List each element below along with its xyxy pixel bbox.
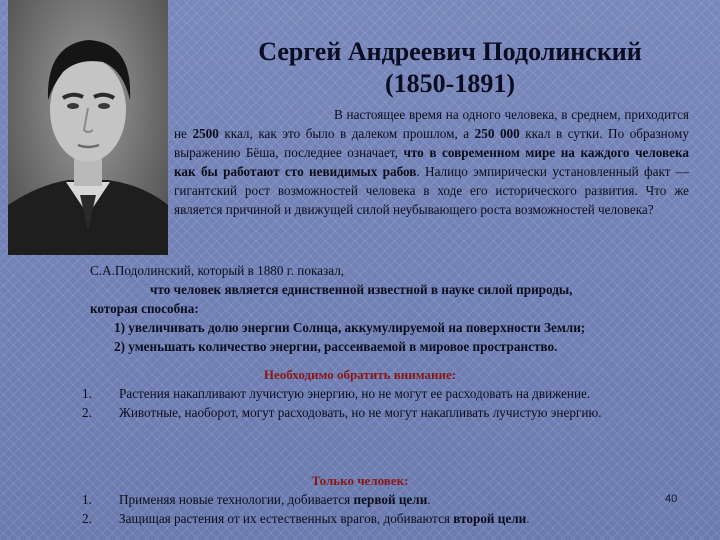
title-years: (1850-1891) <box>385 69 515 98</box>
intro-bold-2500: 2500 <box>192 126 219 141</box>
section1-heading: Необходимо обратить внимание: <box>263 367 457 382</box>
list-text-part: Применяя новые технологии, добивается <box>119 492 354 507</box>
list-text-bold: первой цели <box>353 492 428 507</box>
intro-text-1: В настоящее время на одного человека, в среднем, приходится не <box>174 107 689 141</box>
section1-list <box>82 384 677 422</box>
list-number: 2. <box>82 511 92 526</box>
list-number: 1. <box>82 386 92 401</box>
section2-heading: Только человек: <box>311 473 409 488</box>
list-text-bold: второй цели <box>453 511 527 526</box>
slide-title <box>190 36 710 100</box>
list-number: 1. <box>82 492 92 507</box>
intro-text-2: ккал, как это было в далеком прошлом, а <box>218 126 475 141</box>
list-text-end: . <box>427 492 431 507</box>
title-name: Сергей Андреевич Подолинский <box>258 37 642 66</box>
list-text-part: Защищая растения от их естественных врагов, добиваются <box>119 511 454 526</box>
statement-bold-3: которая способна: <box>90 301 199 316</box>
intro-text-3: ккал в сутки. По образному выражению Бёша, последнее означает, <box>174 126 689 160</box>
list-text: Животные, наоборот, могут расходовать, но не могут накапливать лучистую энергию. <box>119 405 602 420</box>
list-text-end: . <box>526 511 530 526</box>
statement-line-3 <box>90 299 700 318</box>
portrait-photo <box>8 0 168 255</box>
intro-text-4: . Налицо эмпирически установленный факт — гигантский рост возможностей человека в ходе его исторического развития. Что же является причиной и движущей силой неубывающего роста возможностей человека? <box>174 164 689 217</box>
statement-line-1: С.А.Подолинский, который в 1880 г. показал, <box>90 263 345 278</box>
list-item <box>82 384 677 403</box>
statement-item-2: 2) уменьшать количество энергии, рассеиваемой в мировое пространство. <box>114 339 558 354</box>
list-number: 2. <box>82 405 92 420</box>
podolinsky-statement <box>90 261 700 356</box>
statement-bold-2: что человек является единственной известной в науке силой природы, <box>150 282 573 297</box>
list-text: Растения накапливают лучистую энергию, но не могут ее расходовать на движение. <box>119 386 591 401</box>
list-item <box>82 490 677 509</box>
intro-bold-250000: 250 000 <box>474 126 520 141</box>
intro-bold-phrase: что в современном мире на каждого человека как бы работают сто невидимых рабов <box>174 145 689 179</box>
list-item <box>82 403 677 422</box>
intro-paragraph <box>174 105 689 219</box>
statement-item-1: 1) увеличивать долю энергии Солнца, аккумулируемой на поверхности Земли; <box>114 320 586 335</box>
list-text <box>119 509 677 528</box>
portrait-figure <box>8 0 168 255</box>
list-item <box>82 509 677 528</box>
list-text <box>119 490 677 509</box>
section2-list <box>82 490 677 528</box>
statement-line-2 <box>90 280 700 299</box>
page-number: 40 <box>665 493 678 505</box>
